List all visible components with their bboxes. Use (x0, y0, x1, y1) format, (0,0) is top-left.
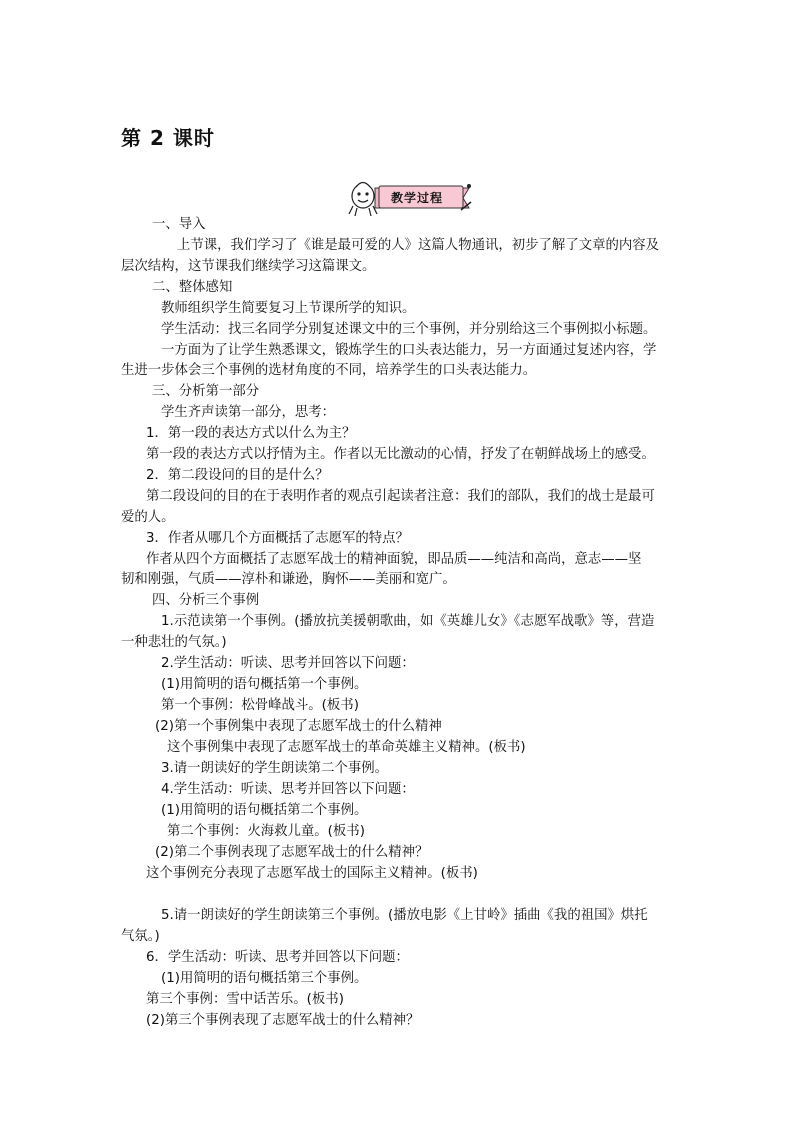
paragraph-line: 教师组织学生简要复习上节课所学的知识。 (161, 301, 416, 316)
question-line: 2．第二段设问的目的是什么？ (146, 468, 329, 483)
answer-line: 韧和刚强，气质——淳朴和谦逊，胸怀——美丽和宽广。 (121, 572, 456, 587)
question-line: (2)第二个事例表现了志愿军战士的什么精神？ (155, 845, 429, 860)
paragraph-line: 气氛。) (121, 929, 160, 944)
paragraph-line: 6．学生活动：听读、思考并回答以下问题： (146, 950, 409, 965)
question-line: (1)用简明的语句概括第三个事例。 (161, 971, 368, 986)
paragraph-line: 生进一步体会三个事例的选材角度的不同，培养学生的口头表达能力。 (121, 363, 537, 378)
answer-line: 第二个事例：火海救儿童。(板书) (167, 824, 365, 839)
answer-line: 这个事例充分表现了志愿军战士的国际主义精神。(板书) (146, 866, 478, 881)
banner-label: 教学过程 (391, 191, 444, 205)
paragraph-line: 2.学生活动：听读、思考并回答以下问题： (161, 656, 415, 671)
answer-line: 爱的人。 (121, 510, 175, 525)
paragraph-line: 一种悲壮的气氛。) (121, 635, 227, 650)
question-line: (1)用简明的语句概括第一个事例。 (161, 677, 368, 692)
section-heading-intro: 一、导入 (152, 217, 206, 232)
answer-line: 第一段的表达方式以抒情为主。作者以无比激动的心情，抒发了在朝鲜战场上的感受。 (146, 447, 655, 462)
paragraph-line: 一方面为了让学生熟悉课文，锻炼学生的口头表达能力，另一方面通过复述内容，学 (161, 343, 657, 358)
question-line: 1．第一段的表达方式以什么为主？ (146, 426, 356, 441)
question-line: (2)第三个事例表现了志愿军战士的什么精神？ (146, 1013, 420, 1028)
paragraph-line: 层次结构，这节课我们继续学习这篇课文。 (121, 259, 376, 274)
section-heading-overview: 二、整体感知 (152, 280, 233, 295)
paragraph-line: 5.请一朗读好的学生朗读第三个事例。(播放电影《上甘岭》插曲《我的祖国》烘托 (161, 908, 648, 923)
paragraph-line: 学生活动：找三名同学分别复述课文中的三个事例，并分别给这三个事例拟小标题。 (161, 322, 657, 337)
paragraph-line: 学生齐声读第一部分，思考： (161, 405, 336, 420)
answer-line: 这个事例集中表现了志愿军战士的革命英雄主义精神。(板书) (167, 740, 526, 755)
answer-line: 第三个事例：雪中话苦乐。(板书) (146, 992, 344, 1007)
paragraph-line: 4.学生活动：听读、思考并回答以下问题： (161, 782, 415, 797)
lesson-title: 第 2 课时 (121, 126, 215, 150)
paragraph-line: 1.示范读第一个事例。(播放抗美援朝歌曲，如《英雄儿女》《志愿军战歌》等，营造 (161, 614, 655, 629)
answer-line: 第一个事例：松骨峰战斗。(板书) (161, 698, 359, 713)
paragraph-line: 上节课，我们学习了《谁是最可爱的人》这篇人物通讯，初步了解了文章的内容及 (177, 238, 660, 253)
question-line: (2)第一个事例集中表现了志愿军战士的什么精神 (155, 719, 442, 734)
question-line: 3．作者从哪几个方面概括了志愿军的特点？ (146, 531, 409, 546)
section-heading-part-one: 三、分析第一部分 (152, 384, 260, 399)
answer-line: 作者从四个方面概括了志愿军战士的精神面貌，即品质——纯洁和高尚，意志——坚 (146, 552, 642, 567)
answer-line: 第二段设问的目的在于表明作者的观点引起读者注意：我们的部队，我们的战士是最可 (146, 489, 655, 504)
teaching-process-banner (345, 178, 475, 218)
section-heading-three-examples: 四、分析三个事例 (152, 593, 260, 608)
paragraph-line: 3.请一朗读好的学生朗读第二个事例。 (161, 761, 389, 776)
question-line: (1)用简明的语句概括第二个事例。 (161, 803, 368, 818)
